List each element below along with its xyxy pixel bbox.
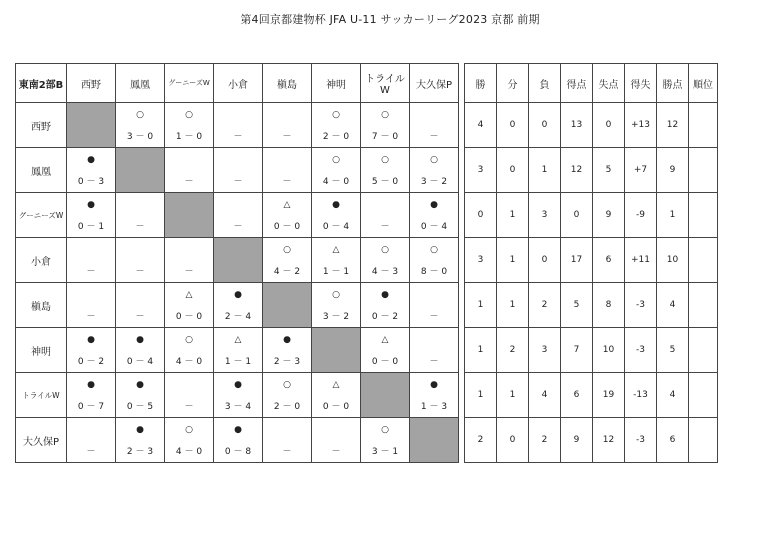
stat-wins: 1	[465, 283, 497, 328]
result-mark: ○	[185, 110, 193, 120]
stat-rank	[689, 328, 718, 373]
result-score: 0 － 2	[371, 312, 399, 322]
result-cell	[312, 283, 361, 328]
result-score: 1 － 0	[175, 132, 203, 142]
stat-header-goals-for: 得点	[561, 64, 593, 103]
result-cell	[312, 193, 361, 238]
result-cell	[312, 418, 361, 463]
stat-goals-for: 17	[561, 238, 593, 283]
stat-rank	[689, 283, 718, 328]
stat-goal-diff: +11	[625, 238, 657, 283]
result-score: 1 － 1	[322, 267, 350, 277]
result-score: 2 － 0	[273, 402, 301, 412]
stat-losses: 2	[529, 283, 561, 328]
corner-label: 東南2部B	[16, 64, 67, 103]
result-cell	[116, 283, 165, 328]
col-header-team: 鳳凰	[116, 64, 165, 103]
result-mark: ●	[136, 380, 144, 390]
result-cell	[312, 373, 361, 418]
result-score: －	[86, 267, 96, 277]
result-cell	[410, 103, 459, 148]
result-score: 5 － 0	[371, 177, 399, 187]
result-mark: ○	[332, 290, 340, 300]
result-cell	[263, 418, 312, 463]
result-cell	[116, 103, 165, 148]
col-header-team: 大久保P	[410, 64, 459, 103]
result-score: 0 － 0	[371, 357, 399, 367]
result-mark: ○	[381, 110, 389, 120]
result-cell	[116, 238, 165, 283]
stat-losses: 4	[529, 373, 561, 418]
result-mark: ●	[87, 200, 95, 210]
stat-goals-for: 12	[561, 148, 593, 193]
stat-goals-for: 13	[561, 103, 593, 148]
row-header-team: 小倉	[16, 238, 67, 283]
stat-losses: 3	[529, 193, 561, 238]
stat-draws: 1	[497, 373, 529, 418]
result-score: －	[233, 177, 243, 187]
row-header-team: 西野	[16, 103, 67, 148]
row-header-team: トライルW	[16, 373, 67, 418]
result-cell	[214, 148, 263, 193]
result-score: －	[135, 222, 145, 232]
self-match-cell	[312, 328, 361, 373]
stat-rank	[689, 148, 718, 193]
result-mark: ●	[332, 200, 340, 210]
stat-wins: 1	[465, 373, 497, 418]
result-cell	[263, 103, 312, 148]
col-header-team: 西野	[67, 64, 116, 103]
row-header-team: 神明	[16, 328, 67, 373]
result-score: 0 － 4	[126, 357, 154, 367]
self-match-cell	[410, 418, 459, 463]
result-cell	[214, 328, 263, 373]
result-mark: ○	[283, 380, 291, 390]
result-cell	[214, 103, 263, 148]
result-score: －	[184, 267, 194, 277]
result-cell	[67, 418, 116, 463]
result-score: －	[331, 447, 341, 457]
stat-wins: 1	[465, 328, 497, 373]
row-header-team: 鳳凰	[16, 148, 67, 193]
result-cell	[116, 193, 165, 238]
result-score: 4 － 2	[273, 267, 301, 277]
stat-losses: 0	[529, 238, 561, 283]
stat-wins: 2	[465, 418, 497, 463]
stat-rank	[689, 103, 718, 148]
result-cell	[361, 148, 410, 193]
result-mark: △	[332, 245, 340, 255]
stat-points: 9	[657, 148, 689, 193]
stat-goals-against: 12	[593, 418, 625, 463]
stat-goal-diff: +7	[625, 148, 657, 193]
result-cell	[263, 193, 312, 238]
result-score: －	[282, 132, 292, 142]
result-cell	[67, 238, 116, 283]
result-score: 1 － 1	[224, 357, 252, 367]
result-cell	[263, 148, 312, 193]
stat-header-points: 勝点	[657, 64, 689, 103]
result-cell	[312, 238, 361, 283]
stat-goal-diff: -3	[625, 328, 657, 373]
team-row	[16, 148, 718, 193]
stat-goals-against: 9	[593, 193, 625, 238]
result-cell	[116, 328, 165, 373]
stat-goals-against: 10	[593, 328, 625, 373]
result-cell	[165, 328, 214, 373]
result-cell	[410, 193, 459, 238]
result-score: 7 － 0	[371, 132, 399, 142]
row-header-team: グーニーズW	[16, 193, 67, 238]
stat-draws: 0	[497, 418, 529, 463]
stat-points: 6	[657, 418, 689, 463]
result-cell	[410, 283, 459, 328]
result-cell	[263, 238, 312, 283]
result-score: 0 － 2	[77, 357, 105, 367]
stat-draws: 1	[497, 238, 529, 283]
stat-goals-against: 8	[593, 283, 625, 328]
stat-losses: 2	[529, 418, 561, 463]
stat-draws: 0	[497, 148, 529, 193]
result-cell	[214, 283, 263, 328]
result-cell	[67, 148, 116, 193]
result-cell	[116, 373, 165, 418]
team-row	[16, 103, 718, 148]
result-score: 2 － 3	[126, 447, 154, 457]
result-cell	[165, 238, 214, 283]
result-score: －	[184, 402, 194, 412]
stat-goal-diff: -3	[625, 418, 657, 463]
stat-header-goal-diff: 得失	[625, 64, 657, 103]
stat-wins: 0	[465, 193, 497, 238]
result-score: 0 － 5	[126, 402, 154, 412]
stat-header-losses: 負	[529, 64, 561, 103]
result-cell	[165, 373, 214, 418]
team-row	[16, 283, 718, 328]
row-header-team: 槇島	[16, 283, 67, 328]
team-row	[16, 193, 718, 238]
result-mark: ●	[87, 155, 95, 165]
result-mark: ●	[381, 290, 389, 300]
result-mark: ○	[185, 425, 193, 435]
result-cell	[312, 148, 361, 193]
stat-goals-against: 6	[593, 238, 625, 283]
result-mark: ●	[87, 335, 95, 345]
result-score: －	[233, 222, 243, 232]
self-match-cell	[116, 148, 165, 193]
result-mark: ○	[136, 110, 144, 120]
result-cell	[67, 193, 116, 238]
self-match-cell	[165, 193, 214, 238]
result-score: －	[86, 447, 96, 457]
result-cell	[361, 328, 410, 373]
stat-draws: 0	[497, 103, 529, 148]
stat-goals-against: 5	[593, 148, 625, 193]
result-cell	[214, 193, 263, 238]
result-mark: ○	[332, 155, 340, 165]
result-mark: ●	[234, 380, 242, 390]
result-score: －	[184, 177, 194, 187]
result-score: 2 － 3	[273, 357, 301, 367]
stat-rank	[689, 418, 718, 463]
result-score: 1 － 3	[420, 402, 448, 412]
result-score: 0 － 4	[420, 222, 448, 232]
league-table	[15, 63, 718, 463]
result-score: －	[380, 222, 390, 232]
header-row	[16, 64, 718, 103]
result-score: －	[429, 312, 439, 322]
col-header-team: グーニーズW	[165, 64, 214, 103]
result-cell	[263, 373, 312, 418]
result-score: 4 － 3	[371, 267, 399, 277]
page-title: 第4回京都建物杯 JFA U-11 サッカーリーグ2023 京都 前期	[240, 13, 540, 26]
result-score: 3 － 1	[371, 447, 399, 457]
result-score: 3 － 2	[420, 177, 448, 187]
result-mark: ○	[381, 425, 389, 435]
result-mark: ○	[381, 155, 389, 165]
result-cell	[361, 103, 410, 148]
stat-rank	[689, 193, 718, 238]
col-header-team: 神明	[312, 64, 361, 103]
result-score: －	[282, 447, 292, 457]
result-cell	[214, 418, 263, 463]
result-mark: ○	[283, 245, 291, 255]
stat-points: 1	[657, 193, 689, 238]
result-mark: ●	[87, 380, 95, 390]
stat-goals-against: 0	[593, 103, 625, 148]
result-score: 3 － 0	[126, 132, 154, 142]
result-cell	[165, 148, 214, 193]
result-score: 0 － 0	[322, 402, 350, 412]
result-mark: △	[234, 335, 242, 345]
result-mark: △	[283, 200, 291, 210]
stat-wins: 3	[465, 148, 497, 193]
stat-header-rank: 順位	[689, 64, 718, 103]
result-cell	[410, 373, 459, 418]
self-match-cell	[214, 238, 263, 283]
result-mark: ●	[136, 425, 144, 435]
result-score: 0 － 1	[77, 222, 105, 232]
col-header-team: 槇島	[263, 64, 312, 103]
result-cell	[165, 418, 214, 463]
stat-draws: 1	[497, 193, 529, 238]
result-score: 8 － 0	[420, 267, 448, 277]
row-header-team: 大久保P	[16, 418, 67, 463]
result-score: 0 － 7	[77, 402, 105, 412]
team-row	[16, 238, 718, 283]
result-mark: △	[332, 380, 340, 390]
team-row	[16, 373, 718, 418]
stat-goal-diff: -3	[625, 283, 657, 328]
result-score: －	[282, 177, 292, 187]
col-header-team: トライルW	[361, 64, 410, 103]
stat-rank	[689, 238, 718, 283]
stat-draws: 1	[497, 283, 529, 328]
self-match-cell	[67, 103, 116, 148]
stat-points: 10	[657, 238, 689, 283]
result-mark: ○	[381, 245, 389, 255]
stat-header-draws: 分	[497, 64, 529, 103]
result-cell	[361, 238, 410, 283]
result-score: 3 － 2	[322, 312, 350, 322]
result-mark: ●	[234, 425, 242, 435]
result-mark: ○	[185, 335, 193, 345]
result-cell	[165, 283, 214, 328]
result-cell	[312, 103, 361, 148]
result-mark: ●	[283, 335, 291, 345]
stat-goals-for: 5	[561, 283, 593, 328]
result-cell	[361, 283, 410, 328]
result-score: －	[429, 357, 439, 367]
result-score: 3 － 4	[224, 402, 252, 412]
team-row	[16, 418, 718, 463]
stat-goal-diff: -13	[625, 373, 657, 418]
result-score: 0 － 3	[77, 177, 105, 187]
result-score: －	[429, 132, 439, 142]
stat-goals-for: 9	[561, 418, 593, 463]
result-cell	[67, 373, 116, 418]
result-score: 0 － 0	[273, 222, 301, 232]
stat-draws: 2	[497, 328, 529, 373]
result-cell	[116, 418, 165, 463]
stat-rank	[689, 373, 718, 418]
result-cell	[410, 328, 459, 373]
stat-losses: 3	[529, 328, 561, 373]
result-cell	[410, 238, 459, 283]
result-score: 0 － 0	[175, 312, 203, 322]
result-mark: ○	[430, 245, 438, 255]
stat-points: 12	[657, 103, 689, 148]
stat-goals-against: 19	[593, 373, 625, 418]
stat-wins: 3	[465, 238, 497, 283]
stat-goals-for: 0	[561, 193, 593, 238]
result-cell	[67, 328, 116, 373]
self-match-cell	[263, 283, 312, 328]
result-score: －	[135, 312, 145, 322]
result-mark: ●	[430, 380, 438, 390]
result-cell	[361, 193, 410, 238]
stat-goals-for: 7	[561, 328, 593, 373]
result-cell	[263, 328, 312, 373]
stat-points: 4	[657, 283, 689, 328]
stat-goal-diff: +13	[625, 103, 657, 148]
result-cell	[214, 373, 263, 418]
stat-points: 5	[657, 328, 689, 373]
stat-header-goals-against: 失点	[593, 64, 625, 103]
result-score: 0 － 4	[322, 222, 350, 232]
stat-losses: 0	[529, 103, 561, 148]
result-mark: ●	[136, 335, 144, 345]
team-row	[16, 328, 718, 373]
result-cell	[361, 418, 410, 463]
result-mark: △	[381, 335, 389, 345]
result-mark: ●	[234, 290, 242, 300]
stat-header-wins: 勝	[465, 64, 497, 103]
result-score: －	[233, 132, 243, 142]
result-score: －	[86, 312, 96, 322]
result-mark: ○	[430, 155, 438, 165]
result-score: 4 － 0	[322, 177, 350, 187]
result-cell	[67, 283, 116, 328]
result-score: 0 － 8	[224, 447, 252, 457]
stat-losses: 1	[529, 148, 561, 193]
stat-wins: 4	[465, 103, 497, 148]
stat-goals-for: 6	[561, 373, 593, 418]
result-score: 2 － 0	[322, 132, 350, 142]
result-mark: △	[185, 290, 193, 300]
result-score: 2 － 4	[224, 312, 252, 322]
result-score: 4 － 0	[175, 357, 203, 367]
result-cell	[165, 103, 214, 148]
stat-points: 4	[657, 373, 689, 418]
result-mark: ○	[332, 110, 340, 120]
stat-goal-diff: -9	[625, 193, 657, 238]
result-mark: ●	[430, 200, 438, 210]
self-match-cell	[361, 373, 410, 418]
result-score: －	[135, 267, 145, 277]
result-cell	[410, 148, 459, 193]
result-score: 4 － 0	[175, 447, 203, 457]
col-header-team: 小倉	[214, 64, 263, 103]
